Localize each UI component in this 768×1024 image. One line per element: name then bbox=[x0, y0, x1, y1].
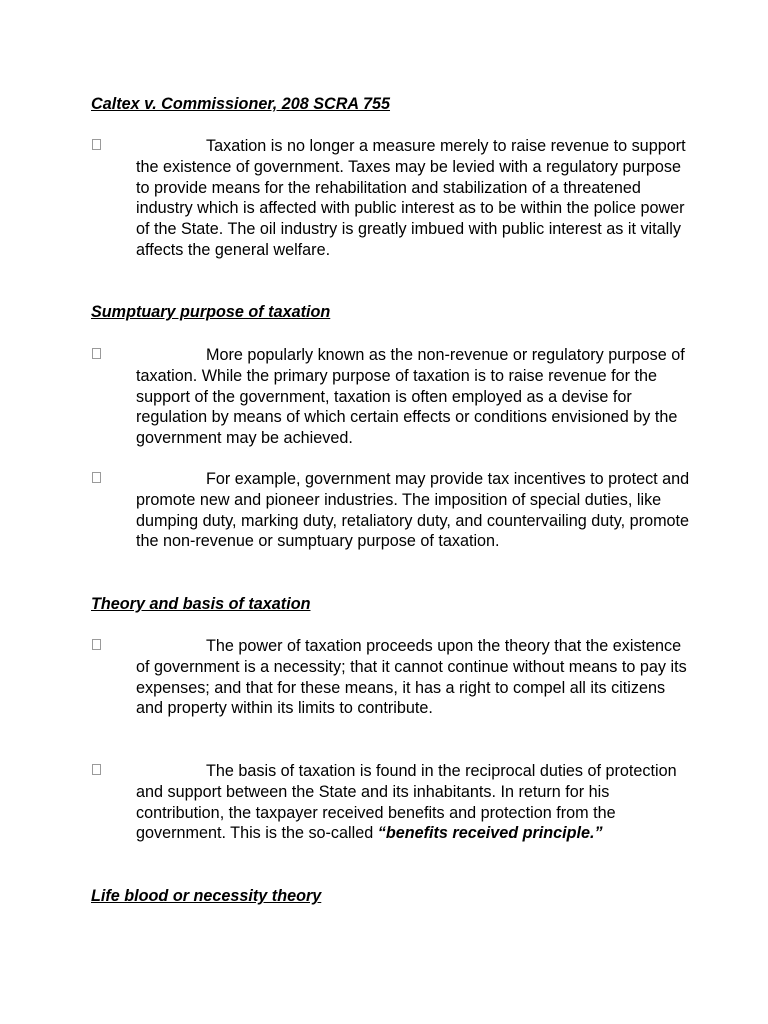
benefits-received-principle: “benefits received principle.” bbox=[377, 824, 603, 843]
paragraph-text: More popularly known as the non-revenue or regulatory purpose of taxation. While the primary purpose of taxation is to raise revenue for the support of the government, taxation is often employed as a devise for regulation by means of which certain effects or conditions envisioned by the government may be achieved. bbox=[136, 346, 685, 448]
paragraph-theory-2 bbox=[92, 761, 692, 844]
section-heading-sumptuary: Sumptuary purpose of taxation bbox=[91, 303, 331, 321]
paragraph-text: The power of taxation proceeds upon the theory that the existence of government is a necessity; that it cannot continue without means to pay its expenses; and that for these means, it has a right to compel all its citizens and property within its limits to contribute. bbox=[136, 637, 687, 718]
paragraph-caltex bbox=[92, 136, 692, 261]
bullet-icon bbox=[92, 764, 101, 775]
bullet-icon bbox=[92, 472, 101, 483]
paragraph-text: Taxation is no longer a measure merely to raise revenue to support the existence of government. Taxes may be levied with a regulatory purpose to provide means for the rehabilitation and stabilization of a threatened industry which is affected with public interest as to be within the police power of the State. The oil industry is greatly imbued with public interest as it vitally affects the general welfare. bbox=[136, 137, 686, 259]
section-heading-theory: Theory and basis of taxation bbox=[91, 595, 311, 613]
paragraph-text: The basis of taxation is found in the reciprocal duties of protection and support between the State and its inhabitants. In return for his contribution, the taxpayer received benefits and protection from the government. This is the so-called “benefits received principle.” bbox=[136, 762, 677, 843]
paragraph-text: For example, government may provide tax incentives to protect and promote new and pioneer industries. The imposition of special duties, like dumping duty, marking duty, retaliatory duty, and countervailing duty, promote the non-revenue or sumptuary purpose of taxation. bbox=[136, 470, 690, 551]
section-heading-lifeblood: Life blood or necessity theory bbox=[91, 887, 322, 905]
bullet-icon bbox=[92, 348, 101, 359]
bullet-icon bbox=[92, 139, 101, 150]
paragraph-sumptuary-2 bbox=[92, 469, 692, 552]
paragraph-theory-1 bbox=[92, 636, 692, 719]
section-heading-caltex: Caltex v. Commissioner, 208 SCRA 755 bbox=[91, 95, 391, 113]
bullet-icon bbox=[92, 639, 101, 650]
paragraph-sumptuary-1 bbox=[92, 345, 692, 449]
